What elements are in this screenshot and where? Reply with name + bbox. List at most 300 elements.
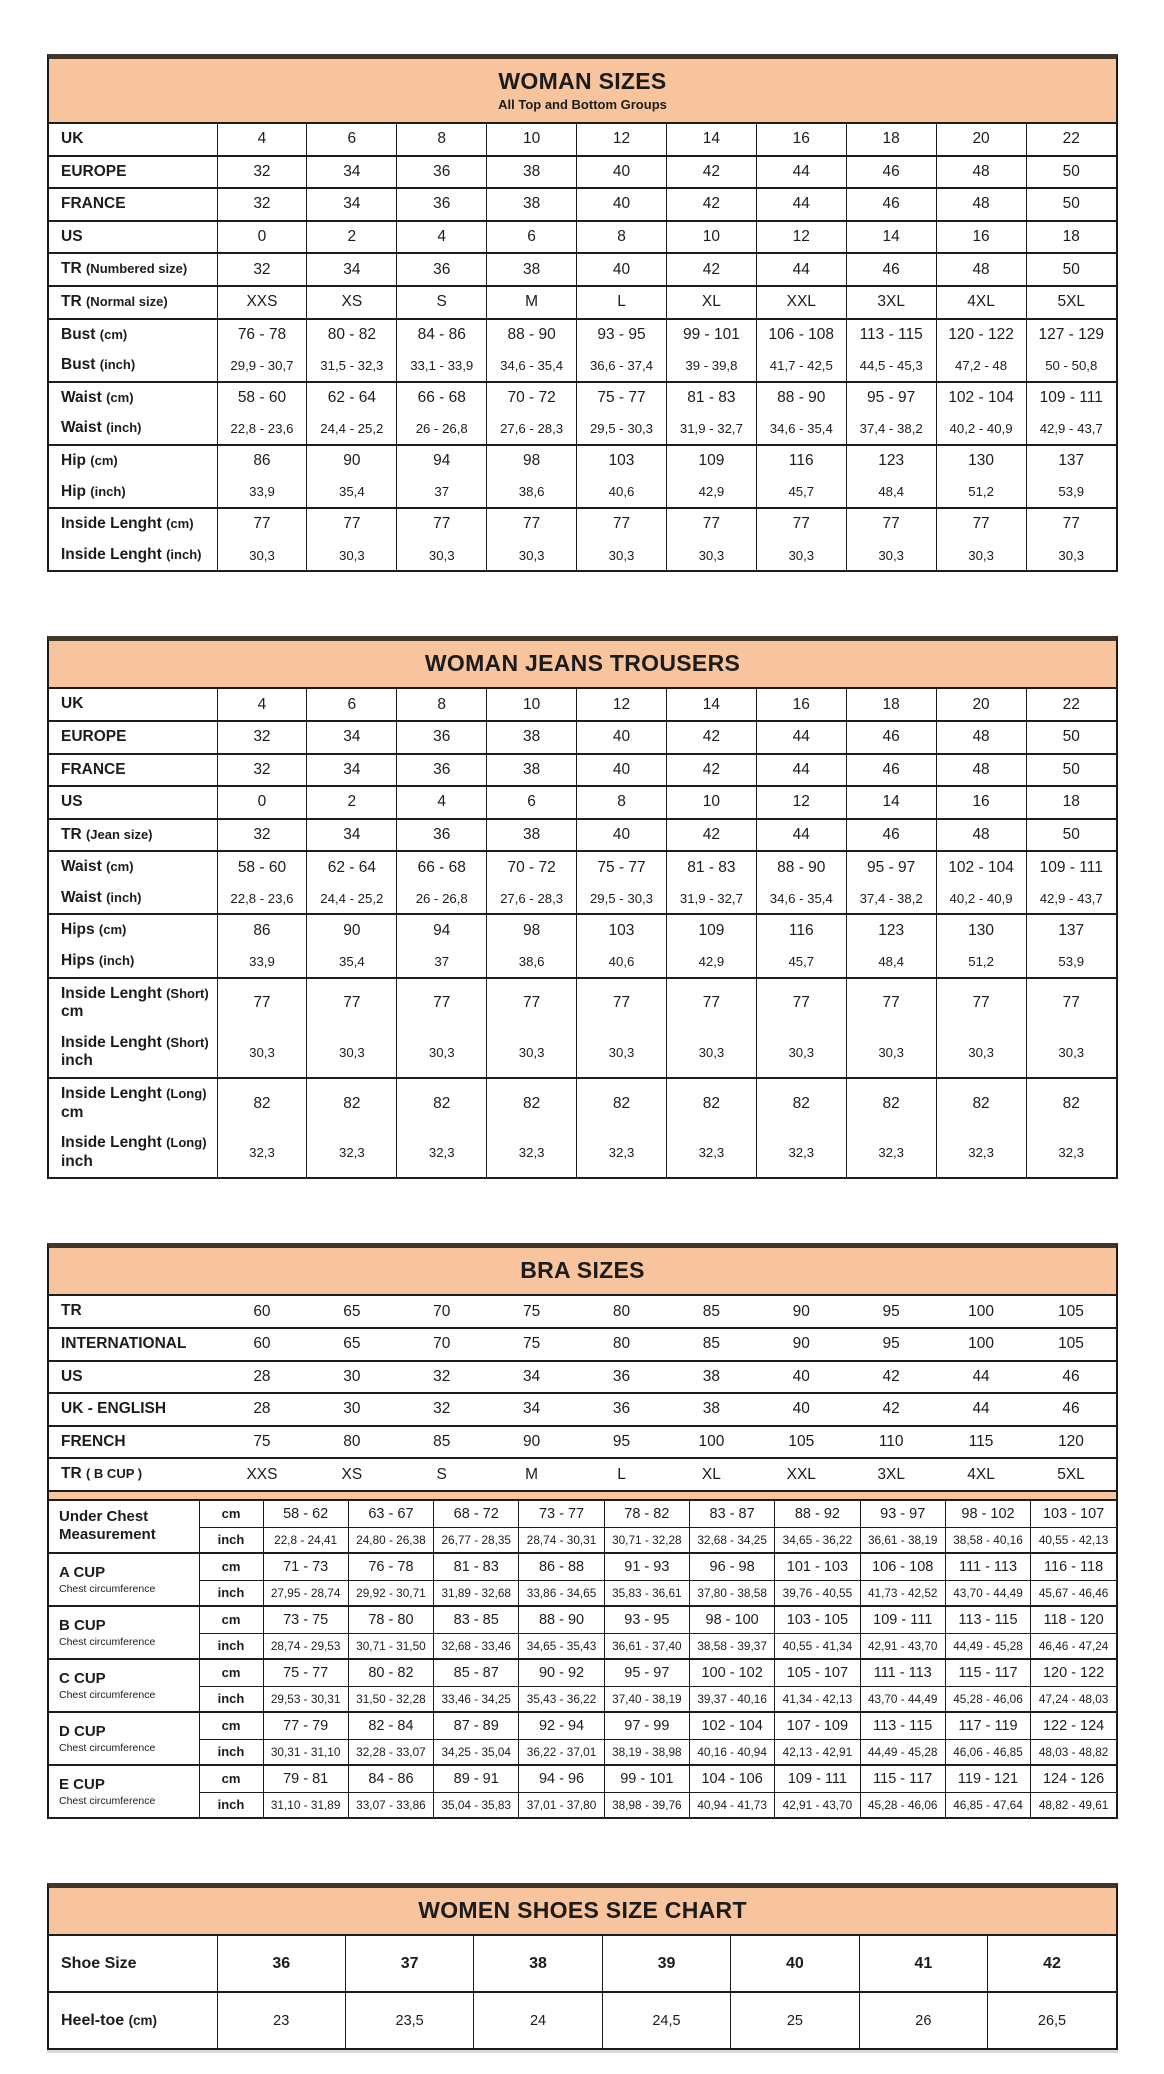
row-label: UK - ENGLISH <box>61 1400 167 1418</box>
cell-value: 53,9 <box>1026 477 1116 509</box>
cell-value: 117 - 119 <box>945 1712 1030 1740</box>
cell-value: XS <box>341 1465 363 1483</box>
table-row <box>49 1501 1116 1528</box>
cell-value: 80 <box>612 1302 631 1320</box>
cell-value: 30,3 <box>307 1028 397 1078</box>
cell-value: 30,31 - 31,10 <box>263 1739 348 1765</box>
cell-value: 41 <box>859 1936 987 1992</box>
cell-value: 30,3 <box>397 1028 487 1078</box>
cell-value: 119 - 121 <box>945 1765 1030 1793</box>
cell-value: 62 - 64 <box>307 382 397 414</box>
row-group <box>49 221 1116 254</box>
cell-value: 120 - 122 <box>1031 1659 1116 1687</box>
cell-value: 35,83 - 36,61 <box>604 1580 689 1606</box>
cell-value: 86 <box>217 445 307 477</box>
jeans-grid <box>49 689 1116 1177</box>
cell-value: 30,3 <box>217 540 307 571</box>
cell-value: 77 <box>666 978 756 1028</box>
cell-value: 33,46 - 34,25 <box>434 1686 519 1712</box>
cell-value: 12 <box>577 124 667 156</box>
cell-value: 95 <box>612 1433 631 1451</box>
cell-value: 105 <box>1058 1302 1084 1320</box>
cell-value: 66 - 68 <box>397 382 487 414</box>
cell-value: 79 - 81 <box>263 1765 348 1793</box>
cell-value: 6 <box>307 689 397 721</box>
cell-value: 32,3 <box>756 1128 846 1177</box>
cell-value: 109 - 111 <box>860 1606 945 1634</box>
cell-value: 42 <box>666 156 756 189</box>
row-group <box>49 819 1116 852</box>
cell-value: 0 <box>217 221 307 254</box>
cell-value: 116 <box>756 914 846 946</box>
cell-value: 48 <box>936 721 1026 754</box>
unit-label: cm <box>199 1553 263 1581</box>
cell-value: 70 <box>433 1335 451 1353</box>
cell-value: 75 <box>522 1335 541 1353</box>
cell-value: 6 <box>487 221 577 254</box>
cell-value: 22 <box>1026 124 1116 156</box>
row-group <box>49 1296 1116 1328</box>
cup-label: B CUP Chest circumference <box>49 1606 199 1659</box>
cell-value: 40 <box>792 1367 810 1385</box>
cell-value: 77 <box>846 978 936 1028</box>
cell-value: 102 - 104 <box>936 382 1026 414</box>
unit-label: inch <box>199 1633 263 1659</box>
cell-value: 40 <box>577 253 667 286</box>
table-title: WOMAN SIZES <box>498 68 667 94</box>
cell-value: 137 <box>1026 445 1116 477</box>
cell-value: 44 <box>756 721 846 754</box>
cell-value: 111 - 113 <box>860 1659 945 1687</box>
cell-value: 4 <box>217 689 307 721</box>
cell-value: 80 <box>612 1335 631 1353</box>
row-label: Waist (cm) <box>49 382 217 414</box>
unit-label: inch <box>199 1686 263 1712</box>
row-group <box>49 1393 1116 1426</box>
bra-cup-grid <box>49 1501 1116 1817</box>
cell-value: 98 <box>487 445 577 477</box>
cell-value: 109 - 111 <box>1026 382 1116 414</box>
cell-value: 99 - 101 <box>604 1765 689 1793</box>
cell-value: 33,9 <box>217 946 307 978</box>
table-row <box>49 1633 1116 1659</box>
cell-value: 36,6 - 37,4 <box>577 350 667 382</box>
cup-label: Under Chest Measurement <box>49 1501 199 1553</box>
table-row <box>49 477 1116 509</box>
row-group <box>49 689 1116 721</box>
table-row <box>49 540 1116 571</box>
table-row <box>49 1296 1116 1328</box>
unit-label: cm <box>199 1765 263 1793</box>
cell-value: 30,3 <box>217 1028 307 1078</box>
cell-value: 109 <box>666 445 756 477</box>
cell-value: 32,3 <box>217 1128 307 1177</box>
cell-value: 34 <box>307 721 397 754</box>
cell-value: 23,5 <box>345 1992 473 2048</box>
cell-value: 32 <box>217 819 307 852</box>
row-group <box>49 319 1116 382</box>
cell-value: 32,28 - 33,07 <box>348 1739 433 1765</box>
cell-value: 103 <box>577 445 667 477</box>
cell-value: 77 <box>936 978 1026 1028</box>
cell-value: 83 - 85 <box>434 1606 519 1634</box>
cell-value: 34 <box>307 819 397 852</box>
cell-value: 46,06 - 46,85 <box>945 1739 1030 1765</box>
cell-value: 25 <box>731 1992 859 2048</box>
cell-value: 88 - 90 <box>487 319 577 351</box>
cell-value: 38 <box>474 1936 602 1992</box>
cell-value: 14 <box>846 221 936 254</box>
cell-value: 37 <box>345 1936 473 1992</box>
cell-value: 101 - 103 <box>775 1553 860 1581</box>
cell-value: 32 <box>433 1367 451 1385</box>
cell-value: 109 <box>666 914 756 946</box>
label-note: (inch) <box>99 357 136 373</box>
row-label: EUROPE <box>49 156 217 189</box>
cup-group <box>49 1606 1116 1659</box>
cell-value: 37,40 - 38,19 <box>604 1686 689 1712</box>
cell-value: 44 <box>756 156 846 189</box>
cell-value: 95 - 97 <box>846 382 936 414</box>
cell-value: 46 <box>846 721 936 754</box>
table-row <box>49 188 1116 221</box>
cell-value: 16 <box>756 689 846 721</box>
cell-value: 113 - 115 <box>945 1606 1030 1634</box>
bra-header <box>49 1248 1116 1296</box>
cell-value: 82 <box>397 1078 487 1128</box>
row-label: Inside Lenght (inch) <box>49 540 217 571</box>
label-note: (cm) <box>99 326 128 342</box>
cell-value: 40 <box>577 188 667 221</box>
table-row <box>49 1328 1116 1361</box>
cell-value: 50 - 50,8 <box>1026 350 1116 382</box>
cell-value: 4 <box>397 786 487 819</box>
cell-value: 73 - 75 <box>263 1606 348 1634</box>
cell-value: 30,3 <box>846 1028 936 1078</box>
cell-value: 77 <box>577 978 667 1028</box>
cell-value: 28,74 - 29,53 <box>263 1633 348 1659</box>
cell-value: 38 <box>487 721 577 754</box>
cell-value: 39,76 - 40,55 <box>775 1580 860 1606</box>
cell-value: 30,71 - 31,50 <box>348 1633 433 1659</box>
cell-value: 36 <box>217 1936 345 1992</box>
cell-value: 60 <box>253 1335 271 1353</box>
cell-value: 94 <box>397 914 487 946</box>
cell-value: 30,3 <box>397 540 487 571</box>
cell-value: 113 - 115 <box>846 319 936 351</box>
woman-sizes-header <box>49 59 1116 124</box>
cell-value: 24 <box>474 1992 602 2048</box>
row-group <box>49 721 1116 754</box>
cell-value: 30,3 <box>666 1028 756 1078</box>
cell-value: M <box>487 286 577 319</box>
table-row <box>49 1936 1116 1992</box>
cell-value: 104 - 106 <box>689 1765 774 1793</box>
cell-value: 39 - 39,8 <box>666 350 756 382</box>
bra-divider-strip <box>49 1490 1116 1501</box>
label-note: (cm) <box>166 516 194 532</box>
cell-value: 30,3 <box>487 540 577 571</box>
cell-value: 63 - 67 <box>348 1501 433 1528</box>
cell-value: 32 <box>217 754 307 787</box>
cell-value: 24,4 - 25,2 <box>307 413 397 445</box>
cell-value: 103 <box>577 914 667 946</box>
cell-value: 30,3 <box>1026 540 1116 571</box>
cell-value: 89 - 91 <box>434 1765 519 1793</box>
cell-value: 48,82 - 49,61 <box>1031 1792 1116 1817</box>
cell-value: 38 <box>487 188 577 221</box>
row-group <box>49 508 1116 570</box>
cell-value: 42 <box>666 253 756 286</box>
unit-label: cm <box>199 1606 263 1634</box>
cell-value: L <box>617 1465 626 1483</box>
row-group <box>49 1078 1116 1177</box>
row-group <box>49 1458 1116 1490</box>
cell-value: 40 <box>577 721 667 754</box>
cell-value: 26 <box>859 1992 987 2048</box>
cell-value: 30,3 <box>307 540 397 571</box>
row-group <box>49 124 1116 156</box>
cell-value: 32 <box>217 721 307 754</box>
cell-value: 82 <box>846 1078 936 1128</box>
row-label: EUROPE <box>49 721 217 754</box>
cell-value: 77 <box>307 508 397 540</box>
table-row <box>49 978 1116 1028</box>
cell-value: 65 <box>343 1302 361 1320</box>
cell-value: 33,86 - 34,65 <box>519 1580 604 1606</box>
cell-value: 30,3 <box>846 540 936 571</box>
row-label: INTERNATIONAL <box>61 1335 187 1352</box>
cell-value: 53,9 <box>1026 946 1116 978</box>
table-row <box>49 1078 1116 1128</box>
cell-value: 10 <box>666 786 756 819</box>
cell-value: 77 <box>217 978 307 1028</box>
cell-value: 30,71 - 32,28 <box>604 1527 689 1553</box>
cell-value: 36 <box>397 156 487 189</box>
cell-value: 41,34 - 42,13 <box>775 1686 860 1712</box>
cell-value: 32 <box>217 188 307 221</box>
table-row <box>49 124 1116 156</box>
row-label: Hip (cm) <box>49 445 217 477</box>
cell-value: 40 <box>577 754 667 787</box>
cell-value: 18 <box>846 689 936 721</box>
cell-value: 5XL <box>1026 286 1116 319</box>
cell-value: 40,16 - 40,94 <box>689 1739 774 1765</box>
cell-value: 48 <box>936 754 1026 787</box>
cell-value: 42,9 - 43,7 <box>1026 413 1116 445</box>
cell-value: 35,4 <box>307 946 397 978</box>
cell-value: 82 <box>1026 1078 1116 1128</box>
cell-value: 22 <box>1026 689 1116 721</box>
cell-value: 51,2 <box>936 946 1026 978</box>
cell-value: 95 <box>882 1302 900 1320</box>
cell-value: 82 <box>487 1078 577 1128</box>
jeans-header <box>49 641 1116 689</box>
cell-value: 45,7 <box>756 946 846 978</box>
row-label: Inside Lenght (Long) cm <box>49 1078 217 1128</box>
cell-value: 87 - 89 <box>434 1712 519 1740</box>
cell-value: 32 <box>217 156 307 189</box>
cell-value: 97 - 99 <box>604 1712 689 1740</box>
cell-value: 4XL <box>936 286 1026 319</box>
row-label: UK <box>49 124 217 156</box>
cell-value: 68 - 72 <box>434 1501 519 1528</box>
cell-value: 29,5 - 30,3 <box>577 883 667 915</box>
cell-value: 109 - 111 <box>775 1765 860 1793</box>
cell-value: 94 - 96 <box>519 1765 604 1793</box>
cell-value: 44,49 - 45,28 <box>860 1739 945 1765</box>
cell-value: 77 <box>756 508 846 540</box>
cell-value: 44 <box>756 188 846 221</box>
row-group <box>49 786 1116 819</box>
cell-value: 105 <box>788 1433 815 1451</box>
cell-value: 58 - 60 <box>217 851 307 883</box>
row-label: Waist (inch) <box>49 883 217 915</box>
cell-value: 26,77 - 28,35 <box>434 1527 519 1553</box>
cell-value: 47,24 - 48,03 <box>1031 1686 1116 1712</box>
cell-value: 90 <box>307 445 397 477</box>
unit-label: cm <box>199 1501 263 1528</box>
cell-value: 107 - 109 <box>775 1712 860 1740</box>
cell-value: 34 <box>307 188 397 221</box>
row-group <box>49 914 1116 977</box>
cell-value: 38 <box>702 1367 721 1385</box>
cell-value: 46,85 - 47,64 <box>945 1792 1030 1817</box>
cell-value: 22,8 - 23,6 <box>217 413 307 445</box>
unit-label: inch <box>199 1739 263 1765</box>
row-label: US <box>61 1367 83 1385</box>
cell-value: 88 - 92 <box>775 1501 860 1528</box>
cell-value: 39,37 - 40,16 <box>689 1686 774 1712</box>
cell-value: 42 <box>666 754 756 787</box>
cell-value: 39 <box>602 1936 730 1992</box>
table-row <box>49 1659 1116 1687</box>
cell-value: 14 <box>666 689 756 721</box>
cell-value: 48,4 <box>846 477 936 509</box>
cup-group <box>49 1553 1116 1606</box>
cell-value: 10 <box>666 221 756 254</box>
label-note: (inch) <box>90 483 126 499</box>
cell-value: 82 <box>936 1078 1026 1128</box>
label-note: (cm) <box>90 452 118 468</box>
cell-value: 42,9 - 43,7 <box>1026 883 1116 915</box>
row-group <box>49 445 1116 508</box>
label-note: (cm) <box>128 2013 157 2029</box>
cell-value: 31,10 - 31,89 <box>263 1792 348 1817</box>
table-row <box>49 1361 1116 1394</box>
cell-value: 80 - 82 <box>348 1659 433 1687</box>
table-row <box>49 413 1116 445</box>
woman-sizes-grid <box>49 124 1116 570</box>
cell-value: 31,5 - 32,3 <box>307 350 397 382</box>
cell-value: 31,50 - 32,28 <box>348 1686 433 1712</box>
cell-value: 105 <box>1058 1335 1084 1353</box>
cup-sublabel: Chest circumference <box>59 1794 156 1807</box>
cell-value: 46 <box>846 188 936 221</box>
row-label: TR (Normal size) <box>49 286 217 319</box>
cell-value: 43,70 - 44,49 <box>945 1580 1030 1606</box>
cell-value: 45,28 - 46,06 <box>860 1792 945 1817</box>
cell-value: 102 - 104 <box>689 1712 774 1740</box>
cell-value: 40,94 - 41,73 <box>689 1792 774 1817</box>
cell-value: 75 - 77 <box>577 382 667 414</box>
cell-value: 42 <box>988 1936 1116 1992</box>
cell-value: 115 - 117 <box>945 1659 1030 1687</box>
cup-label: A CUP Chest circumference <box>49 1553 199 1606</box>
cell-value: 77 <box>1026 508 1116 540</box>
cell-value: 32,3 <box>487 1128 577 1177</box>
cell-value: 22,8 - 23,6 <box>217 883 307 915</box>
table-row <box>49 1606 1116 1634</box>
cell-value: 137 <box>1026 914 1116 946</box>
row-label: TR (Jean size) <box>49 819 217 852</box>
cell-value: 34 <box>522 1400 541 1418</box>
cell-value: 8 <box>577 786 667 819</box>
cell-value: 45,7 <box>756 477 846 509</box>
table-row <box>49 253 1116 286</box>
cell-value: 32,3 <box>666 1128 756 1177</box>
cell-value: 105 - 107 <box>775 1659 860 1687</box>
table-row <box>49 221 1116 254</box>
cell-value: 29,92 - 30,71 <box>348 1580 433 1606</box>
table-row <box>49 1426 1116 1459</box>
table-row <box>49 286 1116 319</box>
cell-value: 90 <box>307 914 397 946</box>
cup-sublabel: Chest circumference <box>59 1688 156 1701</box>
cell-value: 95 <box>882 1335 900 1353</box>
table-row <box>49 1580 1116 1606</box>
cell-value: 85 <box>702 1335 721 1353</box>
cell-value: 35,4 <box>307 477 397 509</box>
cell-value: 50 <box>1026 188 1116 221</box>
bra-table <box>47 1243 1118 1819</box>
cup-sublabel: Chest circumference <box>59 1582 156 1595</box>
cell-value: 22,8 - 24,41 <box>263 1527 348 1553</box>
row-label: Hips (inch) <box>49 946 217 978</box>
cell-value: 31,89 - 32,68 <box>434 1580 519 1606</box>
cell-value: 38,6 <box>487 946 577 978</box>
row-group <box>49 253 1116 286</box>
cell-value: 48 <box>936 156 1026 189</box>
cell-value: 42,91 - 43,70 <box>775 1792 860 1817</box>
cell-value: 18 <box>846 124 936 156</box>
cell-value: 3XL <box>846 286 936 319</box>
table-row <box>49 754 1116 787</box>
cell-value: 73 - 77 <box>519 1501 604 1528</box>
cell-value: 42,13 - 42,91 <box>775 1739 860 1765</box>
cell-value: 81 - 83 <box>666 382 756 414</box>
cell-value: 88 - 90 <box>756 382 846 414</box>
unit-label: inch <box>199 1580 263 1606</box>
cell-value: 37,80 - 38,58 <box>689 1580 774 1606</box>
cell-value: 37,01 - 37,80 <box>519 1792 604 1817</box>
cell-value: 88 - 90 <box>519 1606 604 1634</box>
cell-value: 41,73 - 42,52 <box>860 1580 945 1606</box>
cell-value: 40 <box>731 1936 859 1992</box>
label-note: (Short) <box>166 1034 209 1050</box>
label-note: (Long) <box>166 1135 207 1151</box>
cell-value: 37,4 - 38,2 <box>846 883 936 915</box>
cell-value: 27,95 - 28,74 <box>263 1580 348 1606</box>
table-title: WOMEN SHOES SIZE CHART <box>418 1896 747 1923</box>
cell-value: 29,53 - 30,31 <box>263 1686 348 1712</box>
cell-value: 70 - 72 <box>487 382 577 414</box>
cup-group <box>49 1712 1116 1765</box>
row-group <box>49 1328 1116 1361</box>
cell-value: 70 <box>433 1302 451 1320</box>
label-note: (Jean size) <box>85 826 153 842</box>
cell-value: 116 - 118 <box>1031 1553 1116 1581</box>
